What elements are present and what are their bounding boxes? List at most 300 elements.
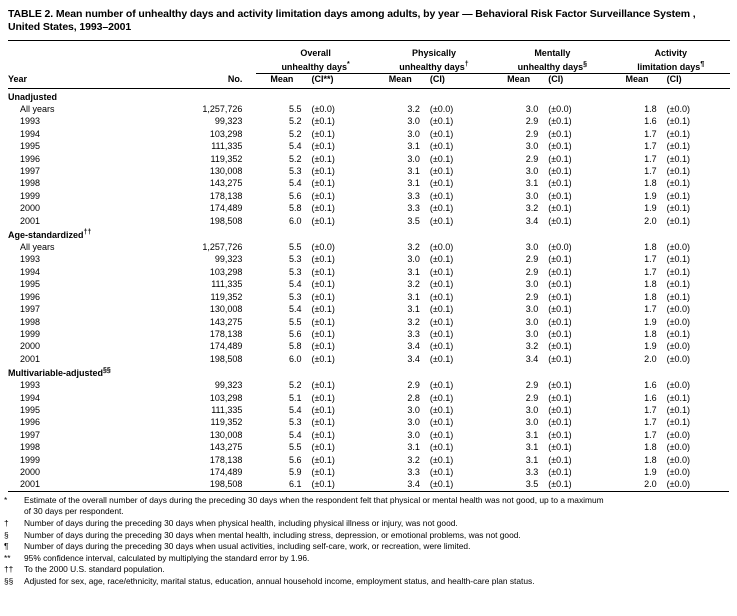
cell-year: 1996 — [20, 153, 41, 164]
cell-act-mean: 1.7 — [644, 166, 657, 177]
footnote — [4, 564, 729, 576]
cell-year: 1994 — [20, 392, 41, 403]
footnote — [4, 541, 729, 553]
cell-ment-mean: 3.1 — [525, 442, 539, 453]
cell-act-ci: (±0.0) — [666, 466, 691, 477]
cell-ment-ci: (±0.1) — [548, 353, 572, 364]
footnote-mark: §§ — [4, 575, 14, 586]
cell-year: 1994 — [20, 128, 41, 139]
cell-act-ci: (±0.1) — [666, 392, 691, 403]
cell-ment-mean: 2.9 — [525, 291, 539, 302]
cell-overall-ci: (±0.1) — [311, 454, 335, 465]
col-year: Year — [8, 74, 28, 84]
cell-overall-mean: 5.6 — [288, 454, 302, 465]
table-row — [8, 416, 730, 428]
cell-ment-mean: 3.0 — [525, 190, 539, 201]
col-ment-mean: Mean — [507, 74, 531, 84]
cell-ment-ci: (±0.1) — [548, 429, 572, 440]
cell-no: 103,298 — [209, 392, 243, 403]
footnote — [4, 517, 729, 530]
table-row — [8, 466, 730, 478]
cell-no: 1,257,726 — [202, 242, 243, 253]
cell-ment-mean: 3.0 — [525, 104, 539, 114]
cell-overall-mean: 5.1 — [288, 392, 302, 403]
cell-phys-ci: (±0.1) — [429, 254, 454, 265]
cell-ment-mean: 3.0 — [525, 304, 539, 315]
cell-no: 174,489 — [209, 466, 243, 477]
cell-overall-ci: (±0.1) — [311, 429, 335, 440]
group-overall-sub: unhealthy days* — [256, 59, 374, 74]
cell-phys-mean: 3.4 — [407, 353, 420, 364]
cell-no: 99,323 — [214, 380, 243, 391]
footnote — [4, 529, 729, 542]
cell-year: 1993 — [20, 380, 41, 391]
cell-phys-mean: 3.1 — [407, 304, 420, 315]
cell-year: 1994 — [20, 266, 41, 277]
cell-phys-mean: 3.4 — [407, 479, 420, 490]
group-activity: Activity — [654, 48, 688, 58]
col-ment-ci: (CI) — [548, 74, 564, 84]
footnote-text: Number of days during the preceding 30 days when mental health, including stress, depression, or emotional problems, was not good. — [24, 529, 521, 540]
cell-phys-ci: (±0.1) — [429, 178, 454, 189]
table-row — [8, 392, 730, 404]
cell-phys-mean: 3.0 — [407, 254, 420, 265]
cell-year: 1995 — [20, 279, 41, 290]
cell-year: 2001 — [20, 353, 41, 364]
cell-phys-mean: 3.1 — [407, 141, 420, 152]
cell-overall-ci: (±0.1) — [311, 404, 335, 415]
cell-ment-mean: 3.4 — [525, 353, 539, 364]
cell-no: 119,352 — [210, 417, 243, 428]
cell-ment-mean: 2.9 — [525, 128, 539, 139]
cell-overall-mean: 5.4 — [288, 429, 302, 440]
cell-phys-mean: 3.2 — [407, 454, 420, 465]
cell-act-ci: (±0.1) — [666, 141, 691, 152]
cell-year: 1999 — [20, 454, 41, 465]
footnote — [4, 494, 729, 507]
col-act-mean: Mean — [625, 74, 649, 84]
cell-act-mean: 1.8 — [644, 279, 657, 290]
cell-act-mean: 2.0 — [644, 479, 657, 490]
cell-overall-ci: (±0.1) — [311, 466, 335, 477]
cell-overall-mean: 5.5 — [288, 104, 302, 114]
cell-phys-mean: 3.3 — [407, 190, 420, 201]
table-row — [8, 340, 730, 352]
cell-ment-mean: 3.5 — [525, 479, 539, 490]
cell-overall-ci: (±0.1) — [311, 417, 335, 428]
cell-year: 1998 — [20, 442, 41, 453]
footnote-text: Adjusted for sex, age, race/ethnicity, marital status, education, annual household income, employment status, and health-care plan status. — [24, 575, 535, 586]
cell-act-mean: 1.8 — [644, 242, 657, 253]
cell-ment-ci: (±0.1) — [548, 454, 572, 465]
group-mentally: Mentally — [534, 48, 571, 58]
cell-ment-ci: (±0.1) — [548, 304, 572, 315]
section-name: Unadjusted — [8, 92, 58, 102]
cell-phys-ci: (±0.1) — [429, 116, 454, 127]
cell-no: 1,257,726 — [202, 104, 243, 114]
cell-overall-mean: 6.1 — [288, 479, 302, 490]
cell-year: 1999 — [20, 328, 41, 339]
cell-ment-mean: 3.0 — [525, 141, 539, 152]
cell-act-ci: (±0.1) — [666, 417, 691, 428]
cell-phys-mean: 2.9 — [407, 380, 420, 391]
cell-act-ci: (±0.0) — [666, 316, 691, 327]
cell-act-ci: (±0.0) — [666, 304, 691, 315]
cell-overall-mean: 5.3 — [288, 417, 302, 428]
cell-overall-ci: (±0.1) — [311, 392, 335, 403]
group-overall: Overall — [300, 48, 331, 58]
cell-act-mean: 1.7 — [644, 254, 657, 265]
cell-no: 111,335 — [211, 141, 243, 152]
cell-year: 1995 — [20, 404, 41, 415]
cell-act-mean: 1.8 — [644, 178, 657, 189]
cell-no: 130,008 — [209, 166, 243, 177]
cell-act-ci: (±0.0) — [666, 429, 691, 440]
section-label — [8, 89, 730, 104]
cell-overall-ci: (±0.0) — [311, 104, 335, 114]
cell-act-ci: (±0.1) — [666, 178, 691, 189]
cell-act-mean: 1.7 — [644, 304, 657, 315]
cell-year: 1997 — [20, 429, 41, 440]
table-row — [8, 303, 730, 315]
cell-ment-mean: 2.9 — [525, 392, 539, 403]
cell-no: 103,298 — [209, 266, 243, 277]
cell-phys-ci: (±0.1) — [429, 341, 454, 352]
cell-overall-mean: 5.8 — [288, 203, 302, 214]
cell-act-ci: (±0.0) — [666, 454, 691, 465]
cell-ment-mean: 3.2 — [525, 203, 539, 214]
cell-act-ci: (±0.0) — [666, 353, 691, 364]
section-name: Age-standardized — [8, 230, 84, 241]
cell-ment-mean: 3.4 — [525, 215, 539, 226]
cell-act-ci: (±0.0) — [666, 104, 691, 114]
cell-ment-mean: 2.9 — [525, 380, 539, 391]
cell-phys-mean: 3.0 — [407, 429, 420, 440]
cell-ment-ci: (±0.1) — [548, 479, 572, 490]
cell-phys-mean: 3.3 — [407, 203, 420, 214]
cell-ment-ci: (±0.1) — [548, 190, 572, 201]
cell-phys-ci: (±0.1) — [429, 215, 454, 226]
cell-act-ci: (±0.0) — [666, 479, 691, 490]
table-row — [8, 190, 730, 202]
cell-phys-mean: 3.0 — [407, 153, 420, 164]
cell-phys-mean: 3.3 — [407, 466, 420, 477]
data-table — [8, 40, 730, 491]
footnote-text: Estimate of the overall number of days during the preceding 30 days when the respondent felt that physical or mental health was not good, up to a maximum — [24, 494, 604, 505]
cell-no: 119,352 — [210, 291, 243, 302]
cell-no: 130,008 — [209, 304, 243, 315]
section-header-row — [8, 227, 730, 241]
footnote — [8, 506, 729, 518]
cell-ment-ci: (±0.1) — [548, 328, 572, 339]
footnote-mark: § — [4, 529, 9, 540]
cell-overall-ci: (±0.1) — [311, 190, 335, 201]
cell-overall-mean: 5.9 — [288, 466, 302, 477]
cell-ment-mean: 3.2 — [525, 341, 539, 352]
cell-ment-ci: (±0.1) — [548, 316, 572, 327]
footnotes-block — [4, 491, 729, 588]
cell-act-mean: 1.8 — [644, 442, 657, 453]
cell-ment-mean: 3.1 — [525, 429, 539, 440]
cell-phys-mean: 3.5 — [407, 215, 420, 226]
cell-ment-ci: (±0.0) — [548, 104, 572, 114]
cell-overall-mean: 5.5 — [288, 442, 302, 453]
cell-phys-mean: 3.0 — [407, 404, 420, 415]
cell-phys-ci: (±0.1) — [429, 316, 454, 327]
cell-year: 2000 — [20, 203, 41, 214]
cell-overall-ci: (±0.1) — [311, 254, 335, 265]
cell-year: All years — [20, 242, 55, 253]
cell-act-ci: (±0.1) — [666, 266, 691, 277]
footnote — [4, 575, 729, 588]
table-row — [8, 316, 730, 328]
cell-year: 1997 — [20, 304, 41, 315]
cell-overall-ci: (±0.1) — [311, 266, 335, 277]
cell-act-mean: 1.9 — [644, 466, 657, 477]
col-overall-mean: Mean — [270, 74, 294, 84]
section-footnote-mark: †† — [83, 229, 92, 237]
cell-overall-ci: (±0.1) — [311, 128, 335, 139]
cell-no: 143,275 — [209, 316, 243, 327]
cell-overall-ci: (±0.1) — [311, 353, 335, 364]
cell-phys-mean: 3.1 — [407, 442, 420, 453]
cell-overall-ci: (±0.1) — [311, 341, 335, 352]
cell-act-mean: 1.6 — [644, 392, 657, 403]
table-row — [8, 328, 730, 340]
cell-ment-mean: 3.0 — [525, 328, 539, 339]
cell-act-mean: 1.6 — [644, 116, 657, 127]
cell-ment-mean: 3.0 — [525, 166, 539, 177]
cell-no: 103,298 — [209, 128, 243, 139]
cell-no: 111,335 — [211, 404, 243, 415]
cell-overall-ci: (±0.1) — [311, 328, 335, 339]
cell-no: 119,352 — [210, 153, 243, 164]
cell-overall-mean: 5.2 — [288, 116, 302, 127]
cell-act-mean: 1.6 — [644, 380, 657, 391]
cell-phys-ci: (±0.0) — [429, 104, 454, 114]
table-row — [8, 478, 730, 490]
cell-phys-mean: 3.2 — [407, 279, 420, 290]
cell-overall-mean: 5.8 — [288, 341, 302, 352]
cell-phys-ci: (±0.1) — [429, 392, 454, 403]
cell-act-mean: 1.9 — [644, 190, 657, 201]
cell-year: 1998 — [20, 178, 41, 189]
cell-overall-mean: 6.0 — [288, 353, 302, 364]
cell-ment-ci: (±0.1) — [548, 153, 572, 164]
cell-phys-mean: 2.8 — [407, 392, 420, 403]
cell-ment-ci: (±0.1) — [548, 166, 572, 177]
footnote — [4, 552, 729, 565]
cell-act-ci: (±0.1) — [666, 166, 691, 177]
cell-no: 174,489 — [209, 203, 243, 214]
cell-act-mean: 2.0 — [644, 353, 657, 364]
cell-no: 99,323 — [214, 254, 243, 265]
cell-overall-ci: (±0.1) — [311, 279, 335, 290]
cell-act-mean: 1.7 — [644, 128, 657, 139]
cell-act-ci: (±0.1) — [666, 190, 691, 201]
cell-act-mean: 1.8 — [644, 104, 657, 114]
footnote-mark: ** — [4, 552, 11, 563]
cell-phys-mean: 3.4 — [407, 341, 420, 352]
table-row — [8, 215, 730, 227]
footnote-text: 95% confidence interval, calculated by multiplying the standard error by 1.96. — [24, 552, 310, 563]
cell-act-mean: 1.7 — [644, 153, 657, 164]
cell-phys-ci: (±0.1) — [429, 429, 454, 440]
cell-phys-ci: (±0.0) — [429, 242, 454, 253]
cell-act-ci: (±0.1) — [666, 254, 691, 265]
cell-ment-mean: 3.0 — [525, 404, 539, 415]
cell-phys-ci: (±0.1) — [429, 417, 454, 428]
cell-phys-ci: (±0.1) — [429, 380, 454, 391]
footnote-text: of 30 days per respondent. — [24, 506, 124, 517]
cell-year: 1995 — [20, 141, 41, 152]
cell-no: 198,508 — [209, 353, 243, 364]
cell-act-mean: 1.8 — [644, 328, 657, 339]
cell-phys-mean: 3.1 — [407, 178, 420, 189]
cell-no: 143,275 — [209, 442, 243, 453]
cell-year: 1996 — [20, 291, 41, 302]
cell-overall-ci: (±0.1) — [311, 153, 335, 164]
table-row — [8, 454, 730, 466]
col-phys-ci: (CI) — [429, 74, 445, 84]
table-row — [8, 103, 730, 115]
cell-phys-ci: (±0.1) — [429, 166, 454, 177]
cell-act-ci: (±0.1) — [666, 291, 691, 302]
cell-act-mean: 1.9 — [644, 203, 657, 214]
table-row — [8, 291, 730, 303]
cell-overall-mean: 5.3 — [288, 266, 302, 277]
cell-act-ci: (±0.1) — [666, 404, 691, 415]
table-row — [8, 379, 730, 391]
cell-ment-ci: (±0.1) — [548, 341, 572, 352]
cell-act-mean: 1.7 — [644, 417, 657, 428]
cell-act-ci: (±0.0) — [666, 341, 691, 352]
cell-no: 198,508 — [209, 215, 243, 226]
cell-phys-ci: (±0.1) — [429, 466, 454, 477]
cell-overall-ci: (±0.1) — [311, 316, 335, 327]
table-row — [8, 115, 730, 127]
cell-phys-ci: (±0.1) — [429, 141, 454, 152]
footnote-text: To the 2000 U.S. standard population. — [24, 564, 165, 575]
cell-overall-mean: 5.4 — [288, 178, 302, 189]
cell-no: 99,323 — [214, 116, 243, 127]
cell-phys-mean: 3.2 — [407, 316, 420, 327]
table-row — [8, 404, 730, 416]
cell-act-ci: (±0.0) — [666, 380, 691, 391]
cell-ment-mean: 3.1 — [525, 454, 539, 465]
cell-act-ci: (±0.0) — [666, 442, 691, 453]
cell-overall-ci: (±0.1) — [311, 166, 335, 177]
cell-overall-ci: (±0.1) — [311, 479, 335, 490]
cell-ment-ci: (±0.1) — [548, 128, 572, 139]
cell-ment-ci: (±0.1) — [548, 141, 572, 152]
section-name: Multivariable-adjusted — [8, 368, 104, 379]
group-physically-sub: unhealthy days† — [375, 59, 493, 74]
cell-ment-mean: 2.9 — [525, 153, 539, 164]
cell-year: All years — [20, 104, 55, 114]
header-group-row-3 — [8, 59, 730, 74]
cell-ment-ci: (±0.1) — [548, 417, 572, 428]
cell-phys-mean: 3.1 — [407, 291, 420, 302]
cell-ment-ci: (±0.1) — [548, 404, 572, 415]
cell-ment-mean: 3.0 — [525, 242, 539, 253]
table-row — [8, 128, 730, 140]
cell-overall-mean: 5.4 — [288, 304, 302, 315]
cell-ment-ci: (±0.1) — [548, 203, 572, 214]
cell-overall-mean: 5.4 — [288, 279, 302, 290]
cell-act-ci: (±0.1) — [666, 128, 691, 139]
cell-act-ci: (±0.1) — [666, 279, 691, 290]
cell-overall-mean: 5.2 — [288, 128, 302, 139]
cell-phys-ci: (±0.1) — [429, 328, 454, 339]
col-no: No. — [227, 74, 243, 84]
cell-act-ci: (±0.1) — [666, 328, 691, 339]
footnote-text: Number of days during the preceding 30 days when usual activities, including self-care, work, or recreation, were limited. — [24, 541, 471, 552]
cell-overall-mean: 5.6 — [288, 328, 302, 339]
table-row — [8, 266, 730, 278]
section-label — [8, 227, 730, 241]
cell-phys-ci: (±0.1) — [429, 353, 454, 364]
group-mentally-sub: unhealthy days§ — [493, 59, 611, 74]
cell-overall-ci: (±0.1) — [311, 442, 335, 453]
cell-no: 143,275 — [209, 178, 243, 189]
cell-phys-ci: (±0.1) — [429, 304, 454, 315]
cell-no: 178,138 — [209, 328, 243, 339]
cell-phys-mean: 3.2 — [407, 104, 420, 114]
cell-ment-ci: (±0.1) — [548, 266, 572, 277]
cell-ment-ci: (±0.1) — [548, 279, 572, 290]
cell-ment-mean: 3.0 — [525, 417, 539, 428]
table-row — [8, 140, 730, 152]
cell-year: 2001 — [20, 479, 41, 490]
cell-no: 130,008 — [209, 429, 243, 440]
cell-phys-ci: (±0.1) — [429, 128, 454, 139]
cell-ment-mean: 2.9 — [525, 116, 539, 127]
cell-overall-mean: 5.3 — [288, 291, 302, 302]
cell-ment-ci: (±0.1) — [548, 442, 572, 453]
cell-overall-ci: (±0.1) — [311, 380, 335, 391]
cell-act-mean: 1.7 — [644, 404, 657, 415]
cell-phys-ci: (±0.1) — [429, 454, 454, 465]
cell-overall-ci: (±0.1) — [311, 116, 335, 127]
cell-phys-mean: 3.1 — [407, 266, 420, 277]
cell-no: 178,138 — [209, 190, 243, 201]
cell-no: 174,489 — [209, 341, 243, 352]
cell-ment-ci: (±0.1) — [548, 254, 572, 265]
cell-act-mean: 1.8 — [644, 291, 657, 302]
cell-overall-mean: 5.4 — [288, 404, 302, 415]
table-row — [8, 241, 730, 253]
header-column-row — [8, 74, 730, 87]
cell-phys-ci: (±0.1) — [429, 479, 454, 490]
cell-act-mean: 1.9 — [644, 316, 657, 327]
cell-overall-ci: (±0.1) — [311, 215, 335, 226]
cell-year: 1993 — [20, 254, 41, 265]
group-physically: Physically — [411, 48, 456, 58]
table-row — [8, 202, 730, 214]
cell-ment-mean: 3.1 — [525, 178, 539, 189]
cell-phys-ci: (±0.1) — [429, 190, 454, 201]
footnote-mark: ¶ — [4, 541, 9, 552]
cell-overall-mean: 6.0 — [288, 215, 302, 226]
cell-phys-ci: (±0.1) — [429, 153, 454, 164]
footnote-mark: †† — [4, 564, 14, 575]
cell-ment-ci: (±0.1) — [548, 291, 572, 302]
table-row — [8, 165, 730, 177]
cell-year: 2000 — [20, 341, 41, 352]
col-phys-mean: Mean — [388, 74, 412, 84]
cell-year: 1996 — [20, 417, 41, 428]
